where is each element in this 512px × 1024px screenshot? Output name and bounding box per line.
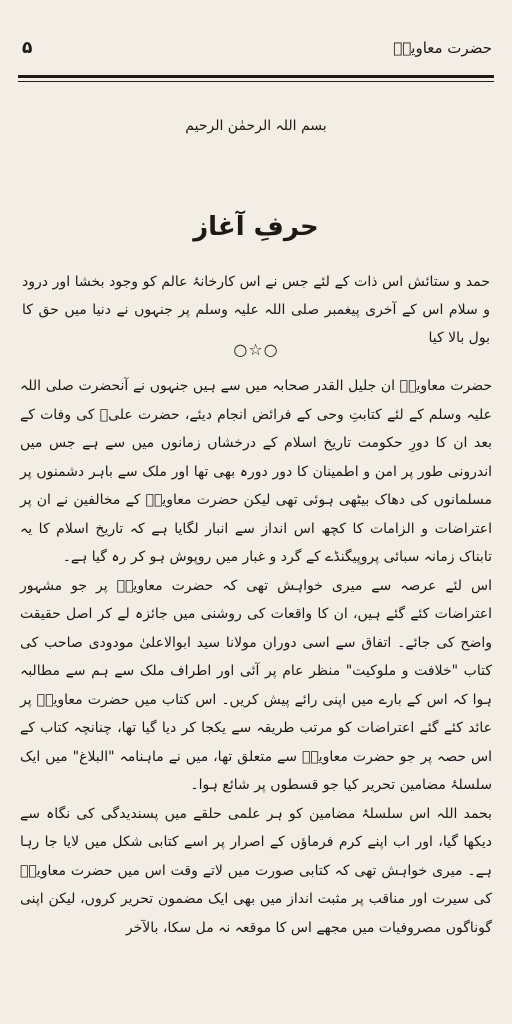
page-header xyxy=(22,28,492,68)
header-rule-thin xyxy=(18,81,494,82)
page-number: ۵ xyxy=(22,38,33,58)
intro-paragraph: حمد و ستائش اس ذات کے لئے جس نے اس کارخانۂ عالم کو وجود بخشا اور درود و سلام اس کے آخری پیغمبر صلی اللہ علیہ وسلم پر جنہوں نے دنیا میں حق کا بول بالا کیا xyxy=(22,274,490,346)
section-ornament: ○☆○ xyxy=(233,340,279,359)
paragraph-1: حضرت معاویہؓ ان جلیل القدر صحابہ میں سے ہیں جنہوں نے آنحضرت صلی اللہ علیہ وسلم کے لئے کتابتِ وحی کے فرائض انجام دیئے، حضرت علیؓ کی وفات کے بعد ان کا دورِ حکومت تاریخ اسلام کے درخشاں زمانوں میں سے ہے جس میں اندرونی طور پر امن و اطمینان کا دور دورہ بھی تھا اور ملک سے باہر دشمنوں پر مسلمانوں کی دھاک بیٹھی ہوئی تھی لیکن حضرت معاویہؓ کے مخالفین نے ان پر اعتراضات و الزامات کا کچھ اس انداز سے انبار لگایا ہے کہ تاریخ اسلام کا یہ تابناک زمانہ سبائی پروپیگنڈے کے گرد و غبار میں روپوش ہو کر رہ گیا ہے۔ xyxy=(20,378,492,565)
paragraph-2: اس لئے عرصہ سے میری خواہش تھی کہ حضرت معاویہؓ پر جو مشہور اعتراضات کئے گئے ہیں، ان کا واقعات کی روشنی میں جائزہ لے کر اصل حقیقت واضح کی جائے۔ اتفاق سے اسی دوران مولانا سید ابوالاعلیٰ مودودی صاحب کی کتاب "خلافت و ملوکیت" منظر عام پر آئی اور اطراف ملک سے ہم سے مطالبہ ہوا کہ اس کے بارے میں اپنی رائے پیش کریں۔ اس کتاب میں حضرت معاویہؓ پر عائد کئے گئے اعتراضات کو مرتب طریقہ سے یکجا کر دیا گیا تھا، چنانچہ کتاب کے اس حصہ پر جو حضرت معاویہؓ سے متعلق تھا، میں نے ماہنامہ "البلاغ" میں ایک سلسلۂ مضامین تحریر کیا جو قسطوں پر شائع ہوا۔ xyxy=(20,577,492,793)
bismillah: بسم اللہ الرحمٰن الرحیم xyxy=(185,118,327,134)
header-rule-thick xyxy=(18,75,494,78)
chapter-title: حرفِ آغاز xyxy=(193,212,319,242)
running-title: حضرت معاویہؓ xyxy=(393,39,492,57)
paragraph-3: بحمد اللہ اس سلسلۂ مضامین کو ہر علمی حلقے میں پسندیدگی کی نگاہ سے دیکھا گیا، اور اب اپنے کرم فرماؤں کے اصرار پر اسے کتابی شکل میں لایا جا رہا ہے۔ میری خواہش تھی کہ کتابی صورت میں لاتے وقت اس میں حضرت معاویہؓ کی سیرت اور مناقب پر مثبت انداز میں بھی ایک مضمون تحریر کروں، لیکن اپنی گوناگوں مصروفیات میں مجھے اس کا موقعہ نہ مل سکا، بالآخر xyxy=(20,805,492,936)
body-text xyxy=(20,372,492,942)
